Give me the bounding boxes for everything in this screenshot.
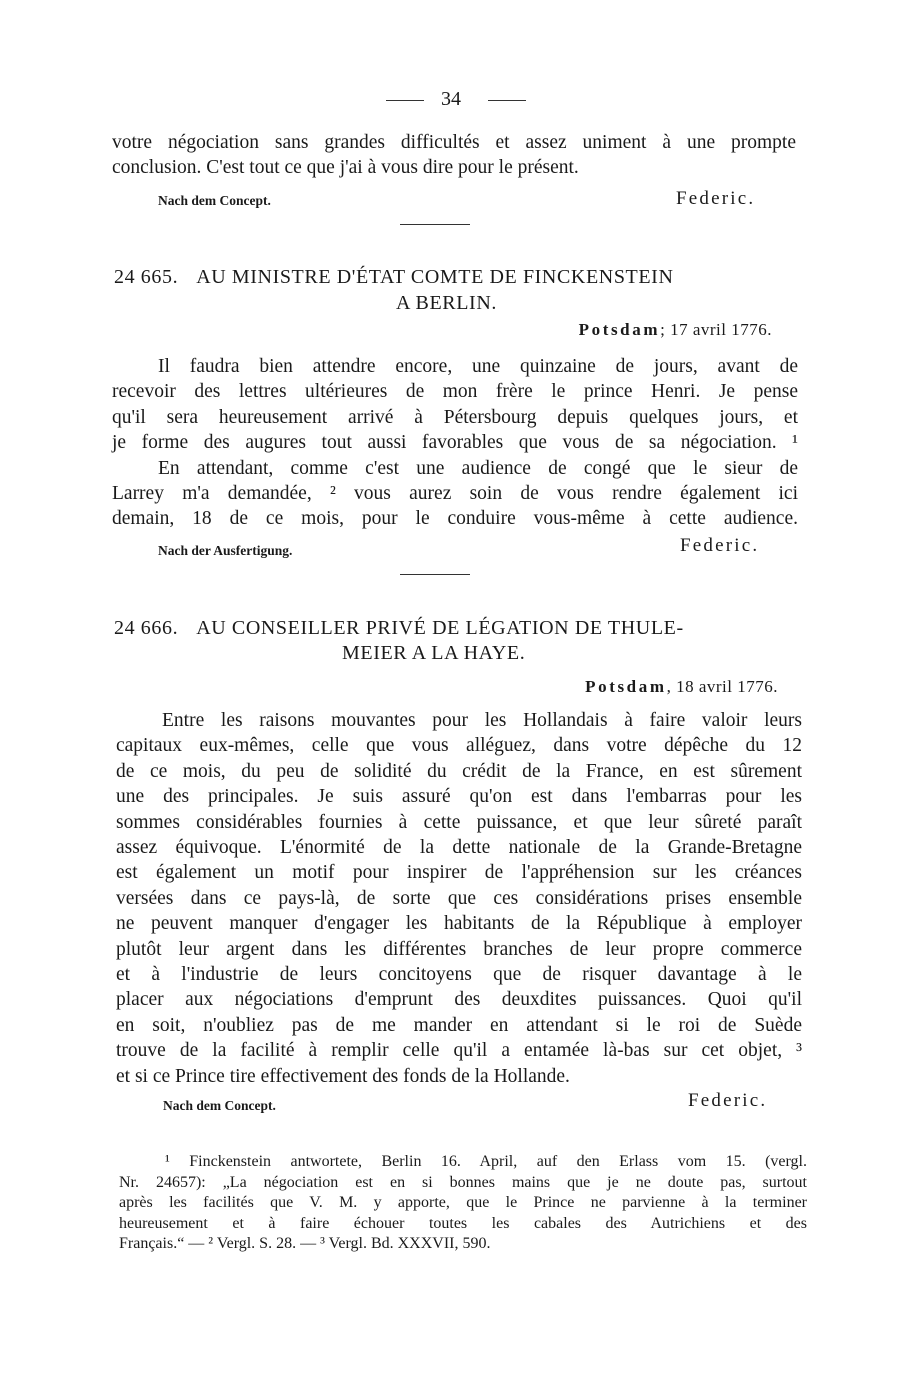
letter-heading xyxy=(114,266,798,289)
letter-recipient-cont: A BERLIN. xyxy=(396,292,497,314)
text-line: Il faudra bien attendre encore, une quinzaine de jours, avant de xyxy=(158,356,798,377)
letter-heading xyxy=(114,617,798,640)
text-line: plutôt leur argent dans les différentes branches de leur propre commerce xyxy=(116,938,802,960)
place-date xyxy=(585,677,778,697)
text-line: demain, 18 de ce mois, pour le conduire vous-même à cette audience. xyxy=(112,508,798,530)
header-rule-right xyxy=(488,100,526,101)
page-number: 34 xyxy=(441,88,461,110)
section-divider xyxy=(400,574,470,575)
text-line: et si ce Prince tire effectivement des fonds de la Hollande. xyxy=(116,1065,570,1087)
footnote-line: Français.“ — ² Vergl. S. 28. — ³ Vergl. Bd. XXXVII, 590. xyxy=(119,1235,491,1253)
date: ; 17 avril 1776. xyxy=(660,320,772,339)
text-line: sommes considérables fournies à cette puissance, et que leur sûreté paraît xyxy=(116,811,802,833)
text-line: et à l'industrie de leurs concitoyens que de risquer davantage à le xyxy=(116,964,802,986)
source-note: Nach dem Concept. xyxy=(158,193,271,208)
footnote-line: Nr. 24657): „La négociation est en si bonnes mains que je ne doute pas, surtout xyxy=(119,1173,807,1191)
text-line: Entre les raisons mouvantes pour les Hollandais à faire valoir leurs xyxy=(162,710,802,731)
letter-body xyxy=(112,354,798,532)
text-line: en soit, n'oubliez pas de me mander en attendant si le roi de Suède xyxy=(116,1014,802,1036)
text-line: une des principales. Je suis assuré qu'on est dans l'embarras pour les xyxy=(116,786,802,808)
place-name: Potsdam xyxy=(578,320,661,339)
signature: Federic. xyxy=(676,188,756,209)
text-line: ne peuvent manquer d'engager les habitants de la République à employer xyxy=(116,913,802,935)
letter-number: 24 665. xyxy=(114,266,179,288)
source-note: Nach dem Concept. xyxy=(163,1098,276,1113)
text-line: placer aux négociations d'emprunt des deuxdites puissances. Quoi qu'il xyxy=(116,989,802,1011)
text-line: capitaux eux-mêmes, celle que vous alléguez, dans votre dépêche du 12 xyxy=(116,735,802,757)
text-line: En attendant, comme c'est une audience de congé que le sieur de xyxy=(158,457,798,479)
footnote-line: heureusement et à faire échouer toutes les cabales des Autrichiens et des xyxy=(119,1214,807,1232)
letter-recipient: AU CONSEILLER PRIVÉ DE LÉGATION DE THULE- xyxy=(196,617,684,639)
text-line: assez équivoque. L'énormité de la dette nationale de la Grande-Bretagne xyxy=(116,837,802,859)
letter-recipient: AU MINISTRE D'ÉTAT COMTE DE FINCKENSTEIN xyxy=(196,266,674,288)
place-date xyxy=(579,320,772,340)
date: , 18 avril 1776. xyxy=(666,677,778,696)
text-line: est également un motif pour inspirer de l'appréhension sur les créances xyxy=(116,862,802,884)
section-divider xyxy=(400,224,470,225)
text-line: conclusion. C'est tout ce que j'ai à vous dire pour le présent. xyxy=(112,157,579,179)
footnote-line: après les facilités que V. M. y apporte, que le Prince ne parvienne à la terminer xyxy=(119,1194,807,1212)
text-line: versées dans ce pays-là, de sorte que ces considérations prises ensemble xyxy=(116,887,802,909)
place-name: Potsdam xyxy=(585,677,667,696)
signature: Federic. xyxy=(680,535,760,556)
footnotes xyxy=(119,1152,807,1255)
letter-body xyxy=(116,708,802,1089)
text-line: votre négociation sans grandes difficultés et assez uniment à une prompte xyxy=(112,132,796,153)
signature: Federic. xyxy=(688,1090,768,1111)
source-note: Nach der Ausfertigung. xyxy=(158,543,293,558)
text-line: trouve de la facilité à remplir celle qu'il a entamée là-bas sur cet objet, ³ xyxy=(116,1040,802,1062)
footnote-line: ¹ Finckenstein antwortete, Berlin 16. April, auf den Erlass vom 15. (vergl. xyxy=(165,1153,807,1170)
letter-number: 24 666. xyxy=(114,617,179,639)
text-line: recevoir des lettres ultérieures de mon frère le prince Henri. Je pense xyxy=(112,381,798,403)
text-line: je forme des augures tout aussi favorables que vous de sa négociation. ¹ xyxy=(112,432,798,454)
letter-recipient-cont: MEIER A LA HAYE. xyxy=(342,642,526,664)
text-line: qu'il sera heureusement arrivé à Pétersbourg depuis quelques jours, et xyxy=(112,406,798,428)
header-rule-left xyxy=(386,100,424,101)
text-line: Larrey m'a demandée, ² vous aurez soin de vous rendre également ici xyxy=(112,483,798,505)
prev-letter-body xyxy=(112,130,796,181)
text-line: de ce mois, du peu de solidité du crédit de la France, en est sûrement xyxy=(116,760,802,782)
